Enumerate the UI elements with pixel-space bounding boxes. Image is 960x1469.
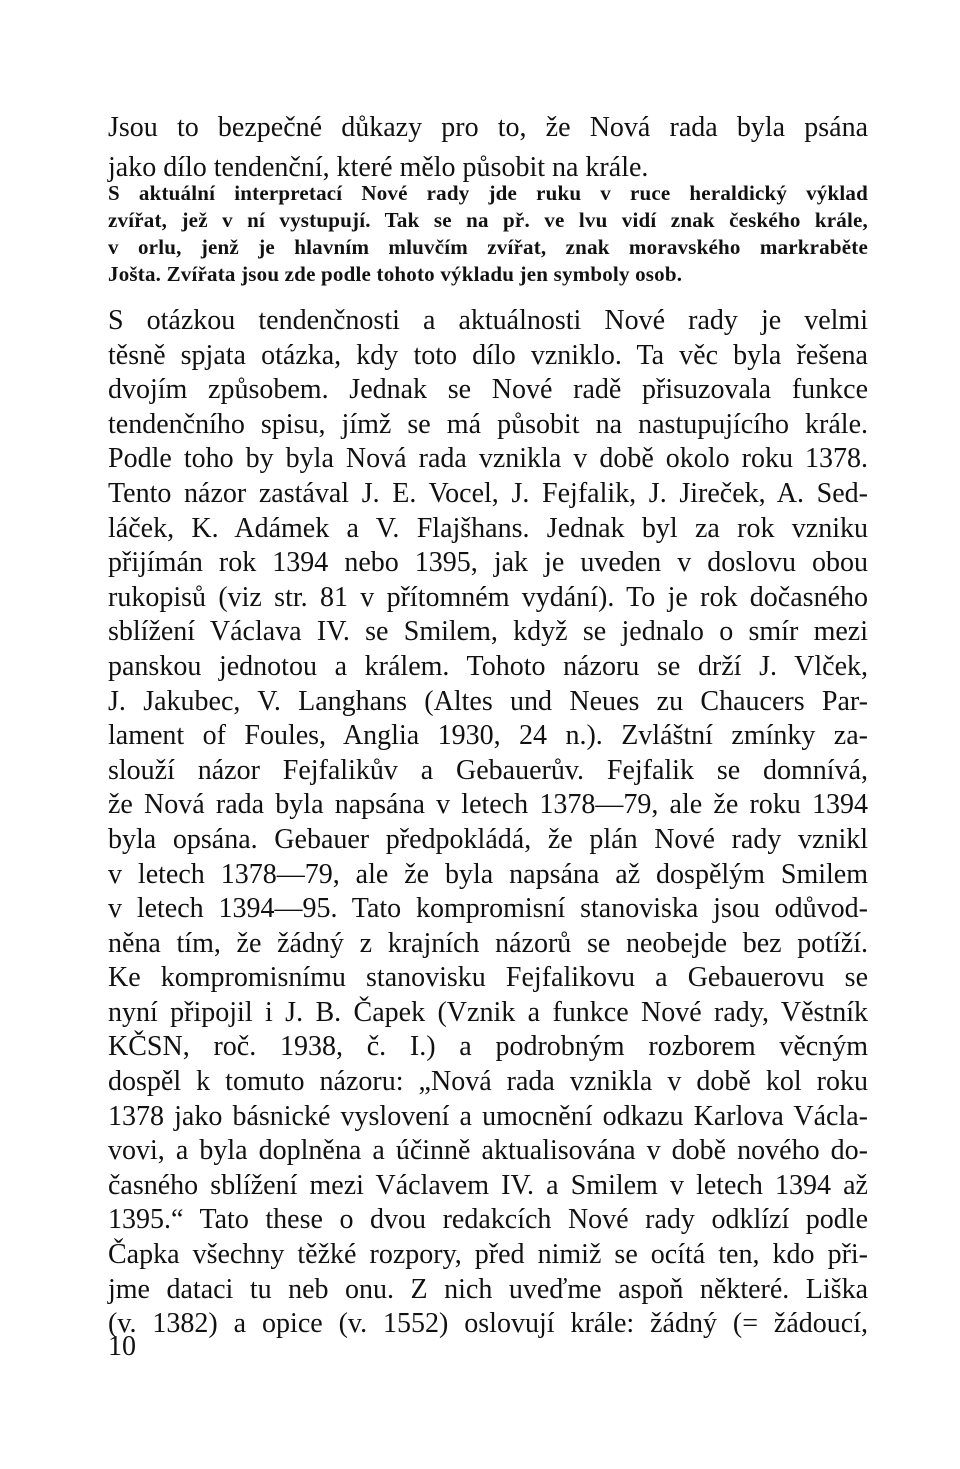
main-line: (v. 1382) a opice (v. 1552) oslovují krále: žádný (= žádoucí, (108, 1308, 868, 1340)
main-line: panskou jednotou a králem. Tohoto názoru se drží J. Vlček, (108, 650, 868, 682)
main-line: dospěl k tomuto názoru: „Nová rada vznikla v době kol roku (108, 1066, 868, 1098)
main-line: Tento názor zastával J. E. Vocel, J. Fejfalik, J. Jireček, A. Sed- (108, 477, 868, 509)
main-line: že Nová rada byla napsána v letech 1378—79, ale že roku 1394 (108, 789, 868, 821)
main-line: byla opsána. Gebauer předpokládá, že plán Nové rady vznikl (108, 823, 868, 855)
main-line: rukopisů (viz str. 81 v přítomném vydání). To je rok dočasného (108, 581, 868, 613)
main-line: nyní připojil i J. B. Čapek (Vznik a funkce Nové rady, Věstník (108, 996, 868, 1028)
main-line: J. Jakubec, V. Langhans (Altes und Neues zu Chaucers Par- (108, 685, 868, 717)
note-paragraph (108, 180, 868, 288)
intro-line: Jsou to bezpečné důkazy pro to, že Nová rada byla psána (108, 112, 868, 143)
book-page (108, 0, 868, 1469)
intro-line: jako dílo tendenční, které mělo působit na krále. (108, 152, 649, 183)
main-line: 1378 jako básnické vyslovení a umocnění odkazu Karlova Václa- (108, 1100, 868, 1132)
note-line: v orlu, jenž je hlavním mluvčím zvířat, znak moravského markraběte (108, 235, 868, 259)
main-line: sblížení Václava IV. se Smilem, když se jednalo o smír mezi (108, 616, 868, 648)
main-line: KČSN, roč. 1938, č. I.) a podrobným rozborem věcným (108, 1031, 868, 1063)
main-paragraph (108, 304, 868, 1342)
main-line: časného sblížení mezi Václavem IV. a Smilem v letech 1394 až (108, 1169, 868, 1201)
main-line: Čapka všechny těžké rozpory, před nimiž se ocítá ten, kdo při- (108, 1239, 868, 1271)
main-line: láček, K. Adámek a V. Flajšhans. Jednak byl za rok vzniku (108, 512, 868, 544)
main-line: lament of Foules, Anglia 1930, 24 n.). Zvláštní zmínky za- (108, 720, 868, 752)
main-line: Podle toho by byla Nová rada vznikla v době okolo roku 1378. (108, 443, 868, 475)
main-line: přijímán rok 1394 nebo 1395, jak je uveden v doslovu obou (108, 547, 868, 579)
note-line: Jošta. Zvířata jsou zde podle tohoto výkladu jen symboly osob. (108, 262, 683, 286)
intro-paragraph (108, 108, 868, 188)
main-line: jme dataci tu neb onu. Z nich uveďme aspoň některé. Liška (108, 1273, 868, 1305)
page-number: 10 (108, 1331, 136, 1362)
main-line: S otázkou tendenčnosti a aktuálnosti Nové rady je velmi (108, 305, 868, 336)
main-line: slouží názor Fejfalikův a Gebauerův. Fejfalik se domnívá, (108, 754, 868, 786)
main-line: dvojím způsobem. Jednak se Nové radě přisuzovala funkce (108, 374, 868, 406)
main-line: v letech 1378—79, ale že byla napsána až dospělým Smilem (108, 858, 868, 890)
note-line: S aktuální interpretací Nové rady jde ruku v ruce heraldický výklad (108, 181, 868, 205)
main-line: tendenčního spisu, jímž se má působit na nastupujícího krále. (108, 408, 868, 440)
main-line: vovi, a byla doplněna a účinně aktualisována v době nového do- (108, 1135, 868, 1167)
main-line: Ke kompromisnímu stanovisku Fejfalikovu a Gebauerovu se (108, 962, 868, 994)
main-line: v letech 1394—95. Tato kompromisní stanoviska jsou odůvod- (108, 893, 868, 925)
main-line: 1395.“ Tato these o dvou redakcích Nové rady odklízí podle (108, 1204, 868, 1236)
main-line: něna tím, že žádný z krajních názorů se neobejde bez potíží. (108, 927, 868, 959)
note-line: zvířat, jež v ní vystupují. Tak se na př. ve lvu vidí znak českého krále, (108, 208, 868, 232)
main-line: těsně spjata otázka, kdy toto dílo vzniklo. Ta věc byla řešena (108, 339, 868, 371)
